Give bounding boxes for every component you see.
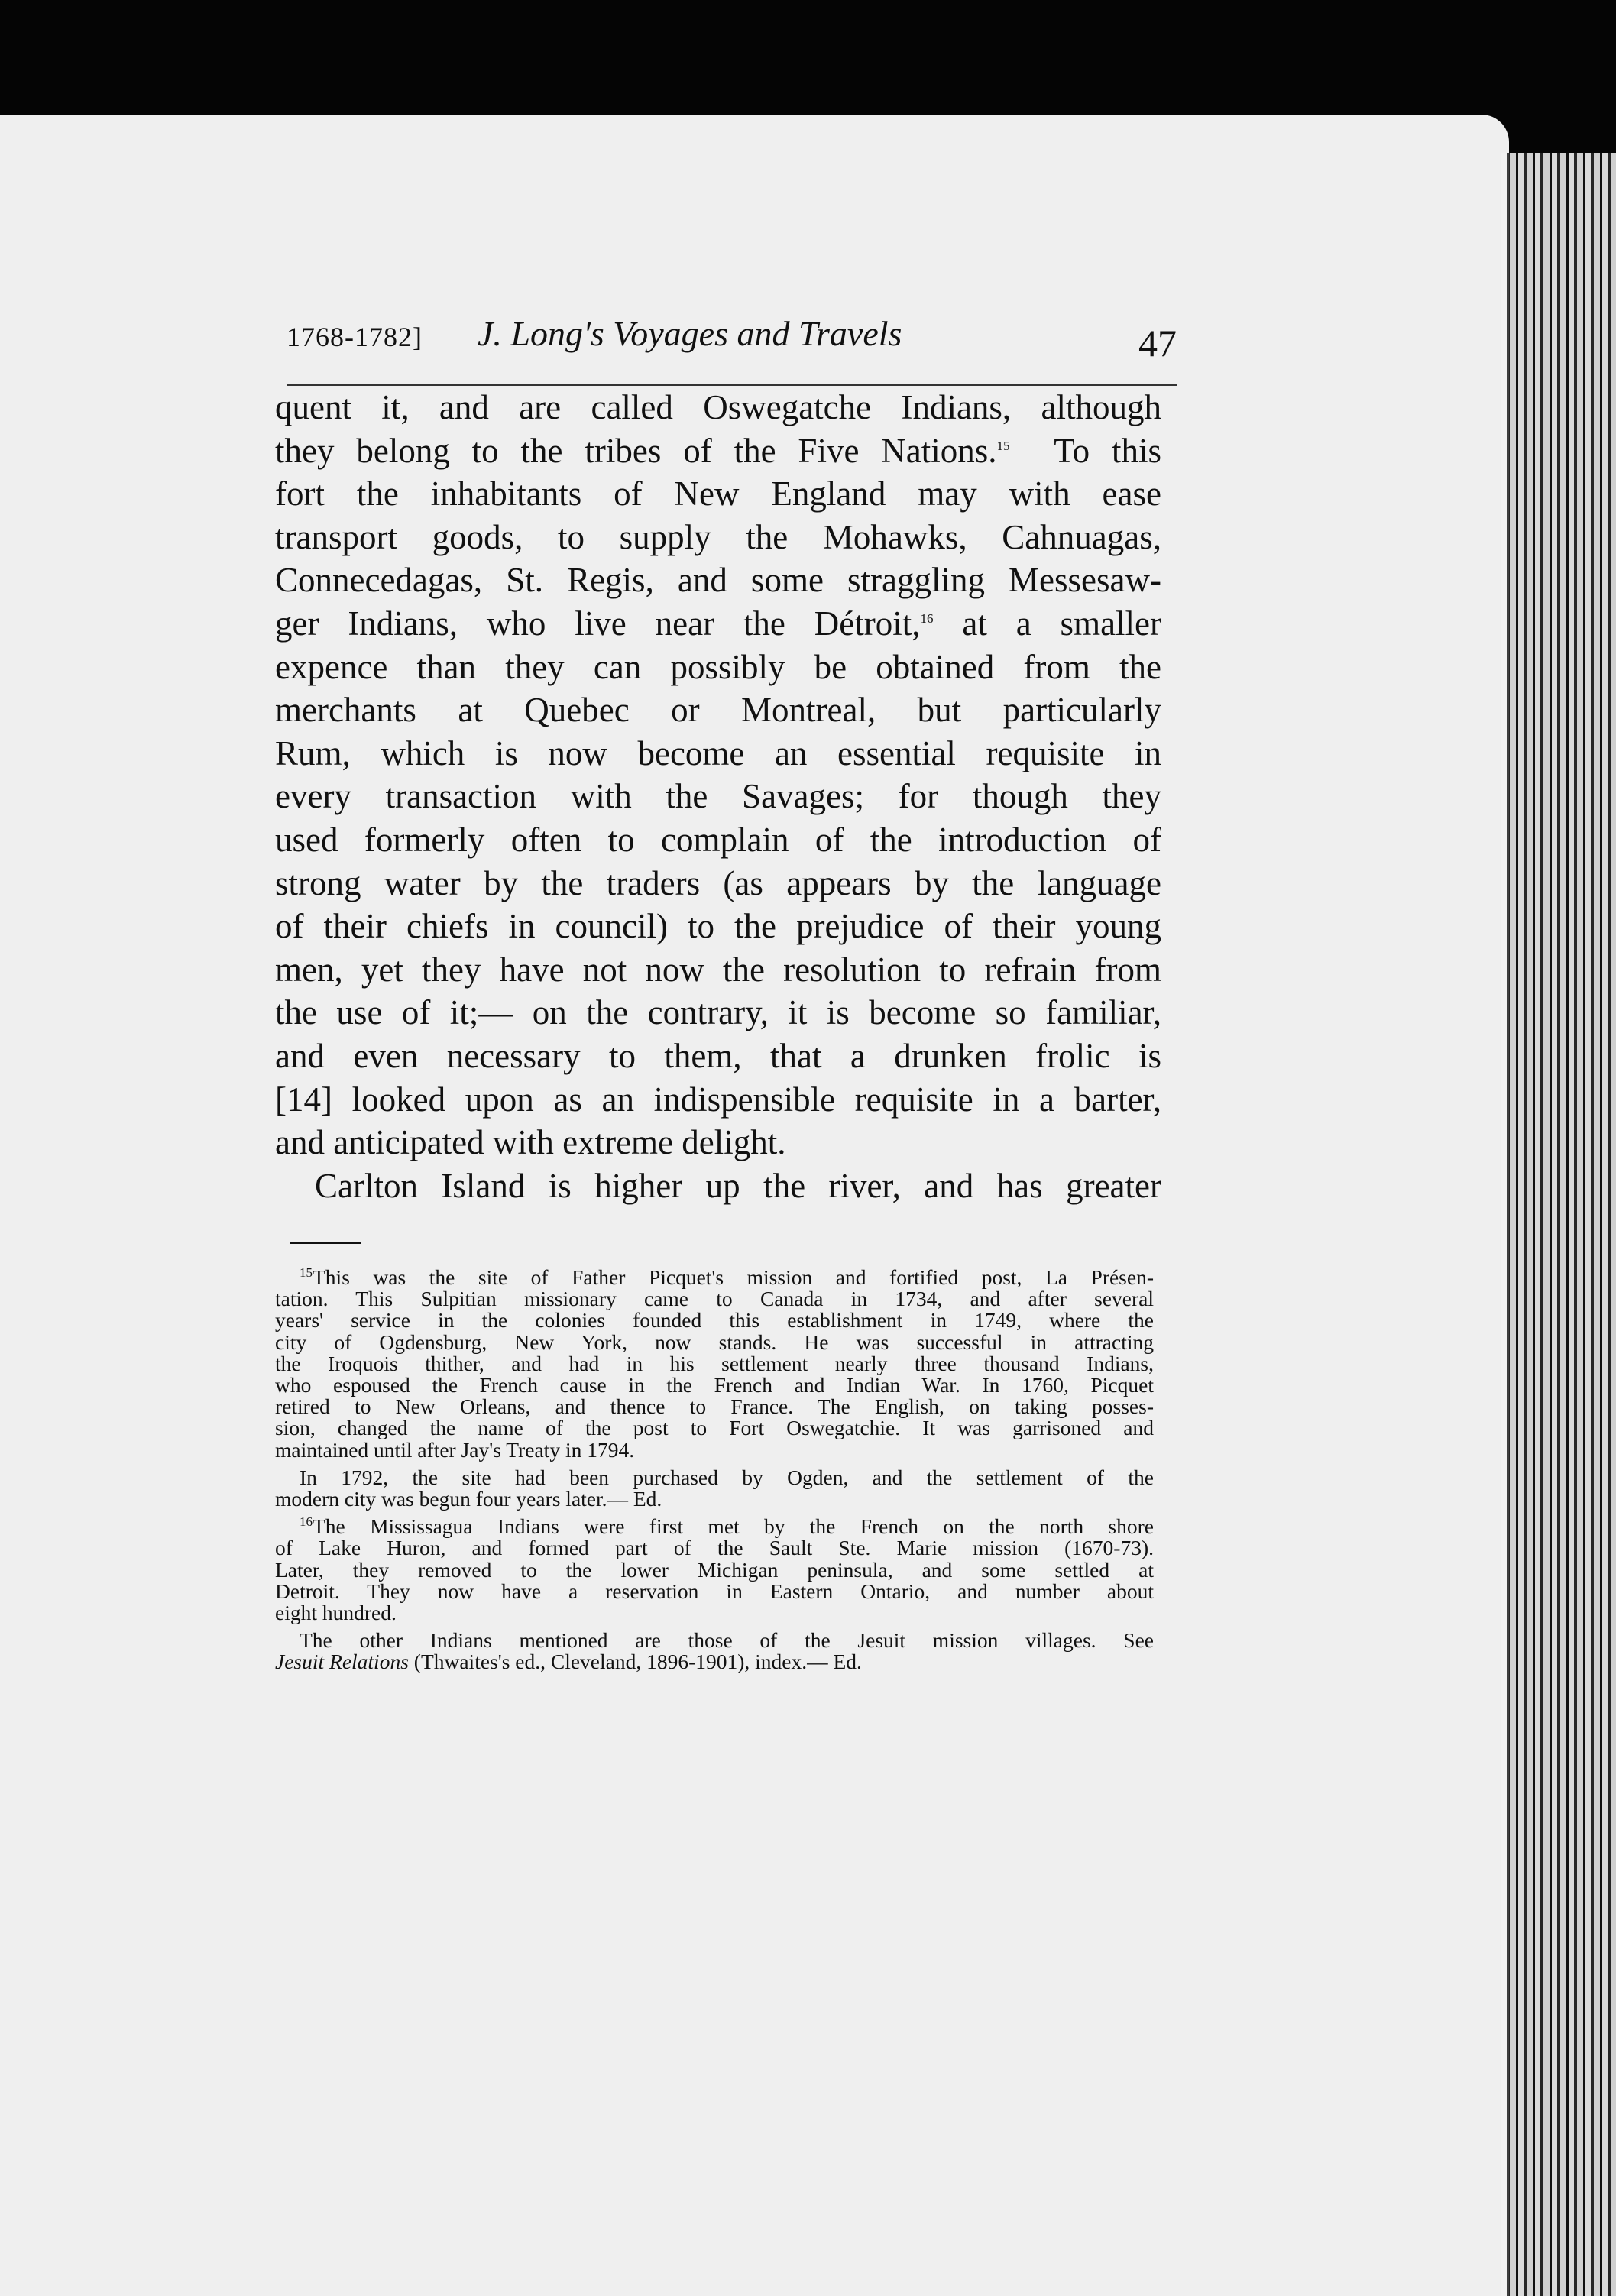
footnote-line	[275, 1651, 1154, 1673]
footnote-line	[275, 1267, 1154, 1288]
main-text	[275, 386, 1161, 1207]
page-number: 47	[1138, 322, 1177, 364]
text-line: transport goods, to supply the Mohawks, Cahnuagas,	[275, 517, 1161, 556]
running-title: J. Long's Voyages and Travels	[478, 314, 902, 353]
text-line: Carlton Island is higher up the river, and has greater	[315, 1166, 1161, 1205]
page-fore-edge	[1501, 153, 1616, 2296]
text-fragment: ger Indians, who live near the Détroit,	[275, 604, 921, 643]
citation-title: Jesuit Relations	[275, 1650, 409, 1674]
footnote-line: tation. This Sulpitian missionary came to Canada in 1734, and after several	[275, 1287, 1154, 1311]
footnote-rule	[290, 1242, 361, 1244]
footnote-16	[275, 1516, 1154, 1624]
footnote-line: retired to New Orleans, and thence to France. The English, on taking posses-	[275, 1394, 1154, 1419]
text-fragment: (Thwaites's ed., Cleveland, 1896-1901), index.— Ed.	[413, 1650, 862, 1674]
text-line: [14] looked upon as an indispensible requisite in a barter,	[275, 1080, 1161, 1119]
running-header	[287, 298, 1177, 382]
header-date-range: 1768-1782]	[287, 322, 423, 352]
text-line: strong water by the traders (as appears by the language	[275, 863, 1161, 902]
text-line	[275, 429, 1161, 473]
footnote-marker: 15	[300, 1265, 313, 1280]
text-line: merchants at Quebec or Montreal, but particularly	[275, 691, 1161, 730]
footnote-marker: 16	[300, 1514, 313, 1530]
text-line	[275, 602, 1161, 646]
footnote-line: years' service in the colonies founded this establishment in 1749, where the	[275, 1308, 1154, 1333]
text-line: fort the inhabitants of New England may with ease	[275, 474, 1161, 513]
text-fragment: This was the site of Father Picquet's mission and fortified post, La Présen-	[313, 1265, 1154, 1289]
text-line: quent it, and are called Oswegatche Indians, although	[275, 388, 1161, 426]
footnote-line: Detroit. They now have a reservation in Eastern Ontario, and number about	[275, 1579, 1154, 1603]
footnote-15	[275, 1267, 1154, 1461]
footnote-line: The other Indians mentioned are those of the Jesuit mission villages. See	[300, 1628, 1154, 1653]
footnote-line: of Lake Huron, and formed part of the Sault Ste. Marie mission (1670-73).	[275, 1536, 1154, 1560]
footnote-line: modern city was begun four years later.— Ed.	[275, 1487, 662, 1511]
text-line: used formerly often to complain of the introduction of	[275, 820, 1161, 859]
text-fragment: To this	[1054, 431, 1161, 470]
footnote-line: the Iroquois thither, and had in his settlement nearly three thousand Indians,	[275, 1351, 1154, 1375]
text-fragment: they belong to the tribes of the Five Nations.	[275, 431, 997, 470]
text-line: the use of it;— on the contrary, it is become so familiar,	[275, 993, 1161, 1032]
text-fragment: at a smaller	[962, 604, 1162, 643]
text-line: expence than they can possibly be obtained from the	[275, 647, 1161, 686]
footnote-line: city of Ogdensburg, New York, now stands. He was successful in attracting	[275, 1329, 1154, 1354]
footnote-15-continued	[275, 1467, 1154, 1510]
footnote-line: Later, they removed to the lower Michigan peninsula, and some settled at	[275, 1557, 1154, 1582]
text-fragment: The Mississagua Indians were first met by the French on the north shore	[313, 1514, 1154, 1539]
footnote-ref-15: 15	[996, 438, 1010, 453]
footnote-line: maintained until after Jay's Treaty in 1794.	[275, 1437, 635, 1462]
footnote-ref-16: 16	[920, 610, 934, 626]
footnote-line: sion, changed the name of the post to Fort Oswegatchie. It was garrisoned and	[275, 1416, 1154, 1440]
footnote-16-continued	[275, 1630, 1154, 1673]
text-line: every transaction with the Savages; for though they	[275, 777, 1161, 816]
footnote-line: eight hundred.	[275, 1601, 397, 1625]
text-line: Rum, which is now become an essential requisite in	[275, 733, 1161, 772]
text-line: of their chiefs in council) to the prejudice of their young	[275, 907, 1161, 946]
footnote-line: In 1792, the site had been purchased by Ogden, and the settlement of the	[300, 1465, 1154, 1489]
footnote-line: who espoused the French cause in the French and Indian War. In 1760, Picquet	[275, 1373, 1154, 1397]
text-line: Connecedagas, St. Regis, and some straggling Messesaw-	[275, 561, 1161, 600]
footnote-line	[275, 1516, 1154, 1537]
footnotes	[275, 1267, 1154, 1679]
text-line: and even necessary to them, that a drunken frolic is	[275, 1036, 1161, 1075]
text-line: men, yet they have not now the resolution to refrain from	[275, 950, 1161, 989]
text-line: and anticipated with extreme delight.	[275, 1123, 786, 1162]
